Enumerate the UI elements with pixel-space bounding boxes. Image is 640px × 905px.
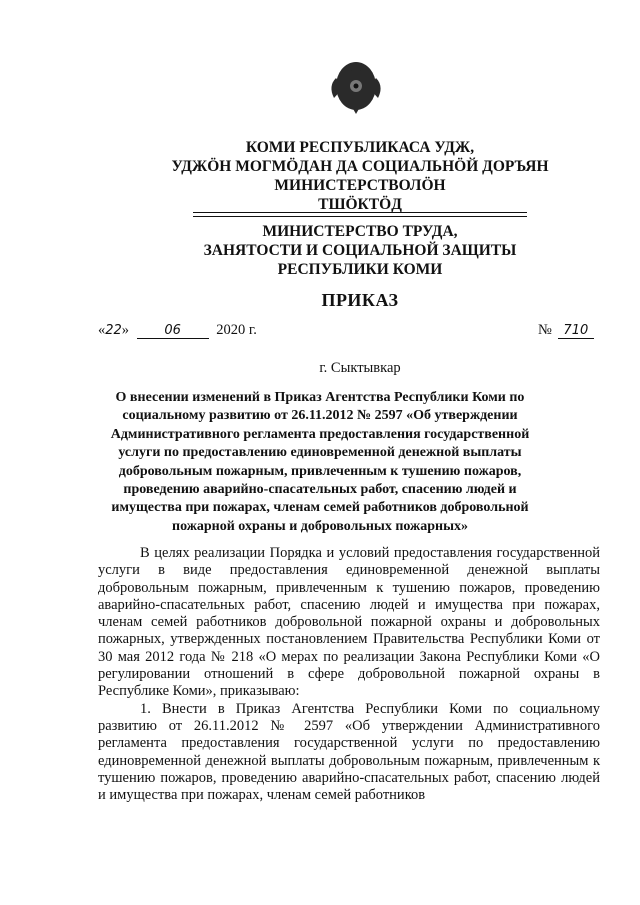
order-date (98, 322, 257, 339)
russian-name-line: МИНИСТЕРСТВО ТРУДА, (262, 223, 458, 240)
date-year: 2020 г. (216, 322, 257, 338)
russian-ministry-name (150, 222, 570, 279)
order-number (538, 322, 594, 339)
date-open-quote: « (98, 322, 106, 338)
date-close-quote: » (121, 322, 130, 338)
komi-name-line: КОМИ РЕСПУБЛИКАСА УДЖ, (245, 139, 475, 156)
city-name: г. Сыктывкар (319, 360, 401, 376)
komi-coat-of-arms-emblem (326, 56, 386, 116)
date-day-handwritten: 22 (105, 323, 122, 338)
komi-ministry-name (150, 138, 570, 214)
order-body-text (98, 545, 600, 804)
komi-name-line: МИНИСТЕРСТВОЛӦН (274, 177, 446, 194)
header-divider (193, 216, 527, 217)
order-subject-heading: О внесении изменений в Приказ Агентства Республики Коми по социальному развитию от 26.11.2012 № 2597 «Об утверждении Административного регламента предоставления государственной услуги по предоставлению единовременной денежной выплаты добровольным пожарным, привлеченным к тушению пожаров, проведению аварийно-спасательных работ, спасению людей и имущества при пожарах, членам семей работников добровольной пожарной охраны и добровольных пожарных» (110, 390, 530, 534)
russian-name-line: РЕСПУБЛИКИ КОМИ (277, 261, 443, 278)
document-type-title: ПРИКАЗ (321, 290, 399, 310)
komi-name-line: ТШӦКТӦД (318, 196, 402, 213)
number-sign: № (538, 322, 552, 338)
body-paragraph: 1. Внести в Приказ Агентства Республики Коми по социальному развитию от 26.11.2012 № 2597 «Об утверждении Административного регламента предоставления государственной услуги по предоставлению единовременной денежной выплаты добровольным пожарным, привлеченным к тушению пожаров, проведению аварийно-спасательных работ, спасению людей и имущества при пожарах, членам семей работников (98, 700, 600, 804)
date-month-handwritten: 06 (137, 323, 209, 339)
komi-name-line: УДЖӦН МОГМӦДАН ДА СОЦИАЛЬНӦЙ ДОРЪЯН (171, 158, 549, 175)
russian-name-line: ЗАНЯТОСТИ И СОЦИАЛЬНОЙ ЗАЩИТЫ (203, 242, 517, 259)
header-divider (193, 212, 527, 213)
number-value-handwritten: 710 (558, 323, 594, 339)
body-paragraph: В целях реализации Порядка и условий предоставления государственной услуги в виде предоставления единовременной денежной выплаты добровольным пожарным, привлеченным к тушению пожаров, проведению аварийно-спасательных работ, спасению людей и имущества при пожарах, членам семей работников добровольной пожарной охраны и добровольных пожарных, утвержденных постановлением Правительства Республики Коми от 30 мая 2012 года № 218 «О мерах по реализации Закона Республики Коми «О регулировании отношений в сфере добровольной пожарной охраны в Республике Коми», приказываю: (98, 545, 600, 700)
